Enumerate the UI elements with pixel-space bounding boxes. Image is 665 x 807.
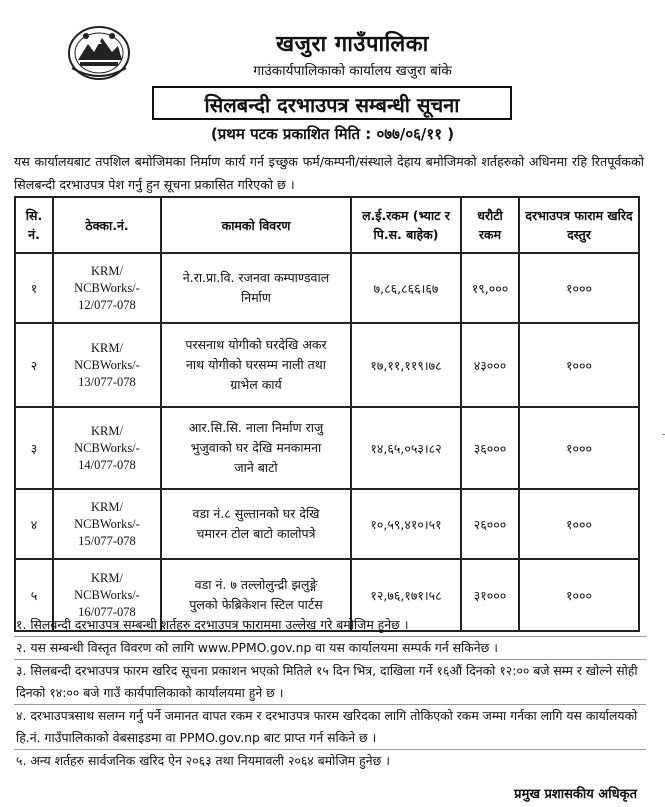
cell-contract-no <box>53 323 161 407</box>
header-serial: सि. नं. <box>15 197 53 253</box>
table-row <box>15 489 639 559</box>
contract-line: NCBWorks/- <box>74 440 140 455</box>
description-line: आर.सि.सि. नाला निर्माण राजु <box>188 420 324 435</box>
cell-serial: ४ <box>15 489 53 559</box>
term-item: ४. दरभाउपत्रसाथ सलग्न गर्नु पर्ने जमानत वापत रकम र दरभाउपत्र फारम खरिदका लागि तोकिएको रकम जम्मा गर्नका लागि यस कार्यालयको हि.नं. गाउँपालिकाको वेबसाइडमा वा PPMO.gov.np बाट प्राप्त गर्न सकिने छ । <box>14 704 646 749</box>
cell-form-fee: १००० <box>519 559 639 631</box>
description-line: पुलको फेब्रिकेशन स्टिल पार्टस <box>189 597 323 612</box>
cell-contract-no <box>53 407 161 489</box>
cell-cost-estimate: १७,११,११९।७८ <box>351 323 461 407</box>
contract-line: KRM/ <box>91 263 123 278</box>
description-line: वडा नं.८ सुल्तानको घर देखि <box>192 506 320 521</box>
table-header-row <box>15 197 639 253</box>
description-line: ने.रा.प्रा.वि. रजनवा कम्पाण्डवाल <box>182 270 330 285</box>
contract-line: NCBWorks/- <box>74 587 140 602</box>
intro-paragraph: यस कार्यालयबाट तपशिल बमोजिमका निर्माण कार्य गर्न इच्छुक फर्म/कम्पनी/संस्थाले देहाय बमोजिमको शर्तहरुको अधिनमा रहि रितपूर्वकको सिलबन्दी दरभाउपत्र पेश गर्नु हुन सूचना प्रकासित गरिएको छ । <box>14 154 644 192</box>
description-line: जाने बाटो <box>234 460 278 475</box>
description-line: ग्राभेल कार्य <box>230 377 282 392</box>
contract-line: KRM/ <box>91 499 123 514</box>
contract-line: 15/077-078 <box>78 533 136 548</box>
terms-list <box>14 614 646 772</box>
cell-work-description <box>161 407 351 489</box>
cell-deposit: ४३००० <box>461 323 519 407</box>
cell-cost-estimate: १०,५९,४१०।५१ <box>351 489 461 559</box>
cell-cost-estimate: १२,७६,१७१।५८ <box>351 559 461 631</box>
description-line: वडा नं. ७ तल्लोलुन्द्री झलुङ्गे <box>194 577 318 592</box>
header-contract-no: ठेक्का.नं. <box>53 197 161 253</box>
term-item: २. यस सम्बन्धी विस्तृत विवरण को लागि www.PPMO.gov.np वा यस कार्यालयमा सम्पर्क गर्न सकिनेछ । <box>14 636 646 659</box>
header-cost-estimate: ल.ई.रकम (भ्याट र पि.स. बाहेक) <box>351 197 461 253</box>
contract-line: NCBWorks/- <box>74 357 140 372</box>
term-item: ३. सिलबन्दी दरभाउपत्र फारम खरिद सूचना प्रकाशन भएको मितिले १५ दिन भित्र, दाखिला गर्ने १६औं दिनको १२:०० बजे सम्म र खोल्ने सोही दिनको १४:०० बजे गाउँ कार्यपालिकाको कार्यालयमा हुने छ । <box>14 659 646 704</box>
contract-line: 12/077-078 <box>78 297 136 312</box>
contract-line: NCBWorks/- <box>74 516 140 531</box>
contract-line: 14/077-078 <box>78 457 136 472</box>
cell-serial: १ <box>15 253 53 323</box>
table-row <box>15 407 639 489</box>
header-deposit: धरौटी रकम <box>461 197 519 253</box>
cell-serial: २ <box>15 323 53 407</box>
cell-work-description <box>161 323 351 407</box>
contract-line: KRM/ <box>91 340 123 355</box>
publication-date: (प्रथम पटक प्रकाशित मिति : ०७७/०६/११ ) <box>210 125 455 143</box>
term-item: ५. अन्य शर्तहरु सार्वजनिक खरिद ऐन २०६३ तथा नियमावली २०६४ बमोजिम हुनेछ । <box>14 749 646 772</box>
header-form-fee: दरभाउपत्र फाराम खरिद दस्तुर <box>519 197 639 253</box>
cell-cost-estimate: १४,६५,०५३।८२ <box>351 407 461 489</box>
cell-form-fee: १००० <box>519 253 639 323</box>
description-line: निर्माण <box>241 290 271 305</box>
description-line: भुजुवाको घर देखि मनकामना <box>190 440 322 455</box>
cell-deposit: २६००० <box>461 489 519 559</box>
contract-line: 16/077-078 <box>78 604 136 619</box>
description-line: नाथ योगीको घरसम्म नाली तथा <box>185 357 327 372</box>
cell-serial: ३ <box>15 407 53 489</box>
cell-contract-no <box>53 489 161 559</box>
office-address: गाउंकार्यपालिकाको कार्यालय खजुरा बांके <box>253 63 452 79</box>
term-item: १. सिलबन्दी दरभाउपत्र सम्बन्धी शर्तहरु दरभाउपत्र फाराममा उल्लेख गरे बमोजिम हुनेछ । <box>16 617 409 632</box>
tender-table <box>14 196 640 632</box>
description-line: परसनाथ योगीको घरदेखि अकर <box>185 337 327 352</box>
notice-title: सिलबन्दी दरभाउपत्र सम्बन्धी सूचना <box>152 86 512 120</box>
table-row <box>15 253 639 323</box>
cell-form-fee: १००० <box>519 489 639 559</box>
contract-line: KRM/ <box>91 423 123 438</box>
cell-form-fee: १००० <box>519 323 639 407</box>
cell-cost-estimate: ७,८६,८६६।६७ <box>351 253 461 323</box>
table-row <box>15 323 639 407</box>
signatory-title: प्रमुख प्रशासकीय अधिकृत <box>514 787 637 802</box>
cell-serial: ५ <box>15 559 53 631</box>
cell-contract-no <box>53 253 161 323</box>
description-line: चमारन टोल बाटो कालोपत्रे <box>196 526 316 541</box>
office-name: खजुरा गाउँपालिका <box>276 32 429 57</box>
cell-deposit: ३६००० <box>461 407 519 489</box>
cell-deposit: १९,००० <box>461 253 519 323</box>
header-work-description: कामको विवरण <box>161 197 351 253</box>
cell-form-fee: १००० <box>519 407 639 489</box>
contract-line: 13/077-078 <box>78 374 136 389</box>
contract-line: KRM/ <box>91 570 123 585</box>
cell-work-description <box>161 253 351 323</box>
cell-work-description <box>161 489 351 559</box>
cell-deposit: ३१००० <box>461 559 519 631</box>
contract-line: NCBWorks/- <box>74 280 140 295</box>
